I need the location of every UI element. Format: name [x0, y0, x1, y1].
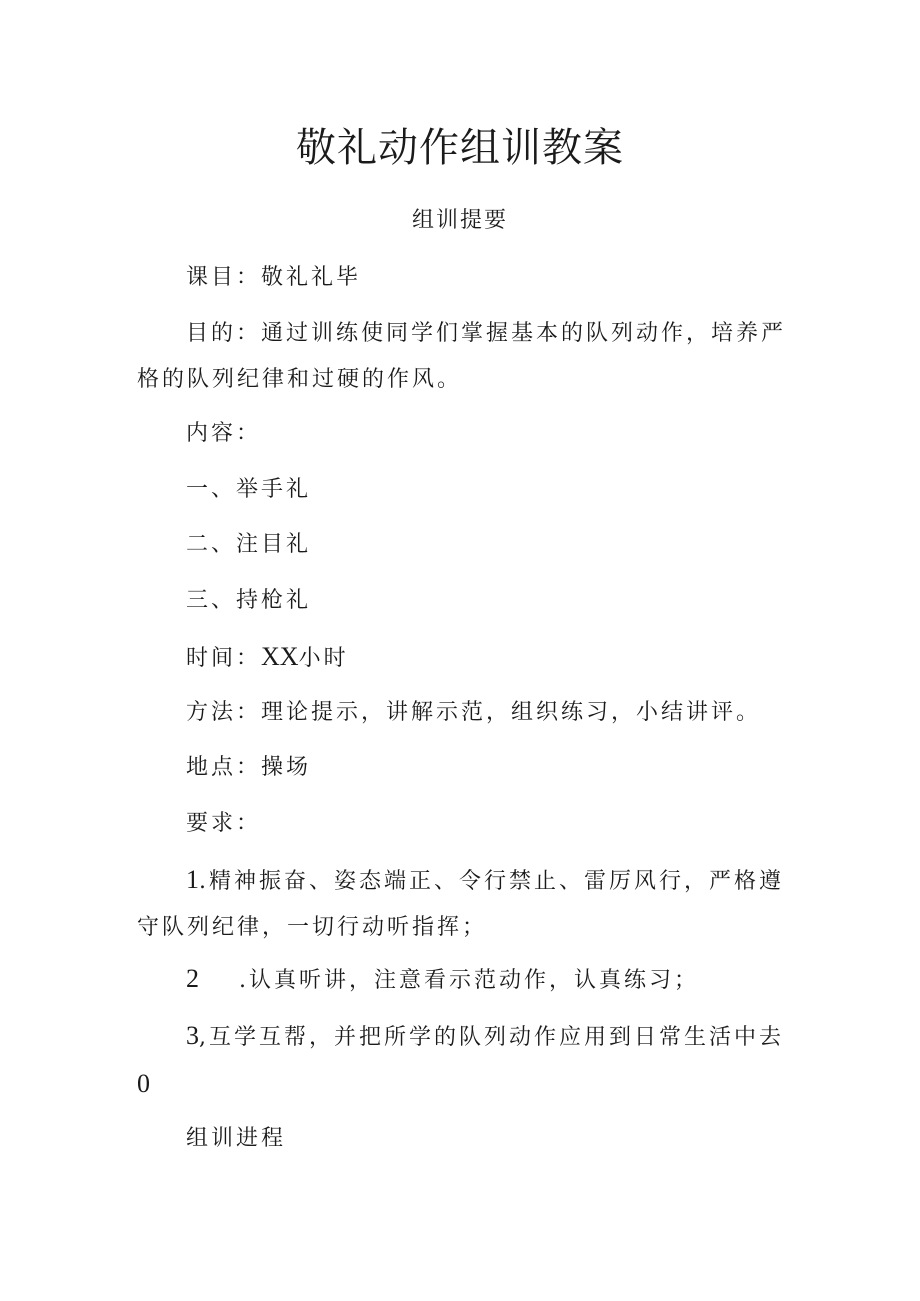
- requirement-text: 认真听讲，注意看示范动作，认真练习；: [249, 968, 700, 993]
- time-unit: 小时: [298, 646, 349, 671]
- time-label: 时间：: [186, 646, 262, 671]
- course-line: 课目：敬礼礼毕: [186, 265, 362, 290]
- requirement-number: 2: [186, 964, 199, 993]
- content-item-1: 一、举手礼: [186, 477, 312, 502]
- section-heading: 组训进程: [186, 1126, 287, 1151]
- requirement-text: 精神振奋、姿态端正、令行禁止、雷厉风行，严格遵守队列纪律，一切行动听指挥；: [137, 869, 785, 940]
- time-line: [186, 641, 349, 675]
- purpose-paragraph: 目的：通过训练使同学们掌握基本的队列动作，培养严格的队列纪律和过硬的作风。: [137, 321, 787, 392]
- document-title: 敬礼动作组训教案: [296, 125, 624, 171]
- requirement-number: 1: [186, 865, 199, 894]
- requirement-separator: .: [239, 968, 249, 993]
- content-item-2: 二、注目礼: [186, 532, 312, 557]
- content-item-3: 三、持枪礼: [186, 588, 312, 613]
- method-line: 方法：理论提示，讲解示范，组织练习，小结讲评。: [186, 700, 762, 725]
- requirement-number: 3: [186, 1021, 199, 1050]
- location-line: 地点：操场: [186, 755, 312, 780]
- document-subtitle: 组训提要: [411, 208, 508, 233]
- requirement-item-1: [137, 857, 787, 951]
- requirement-separator: ,: [199, 1025, 209, 1050]
- requirement-item-3: [137, 1013, 787, 1109]
- requirement-separator: .: [199, 869, 209, 894]
- requirement-text: 互学互帮，并把所学的队列动作应用到日常生活中去: [209, 1025, 785, 1050]
- content-label: 内容：: [186, 421, 262, 446]
- requirement-tail: 0: [137, 1069, 150, 1098]
- requirement-item-2: [137, 956, 787, 1004]
- time-value: XX: [261, 642, 299, 671]
- requirements-label: 要求：: [186, 811, 262, 836]
